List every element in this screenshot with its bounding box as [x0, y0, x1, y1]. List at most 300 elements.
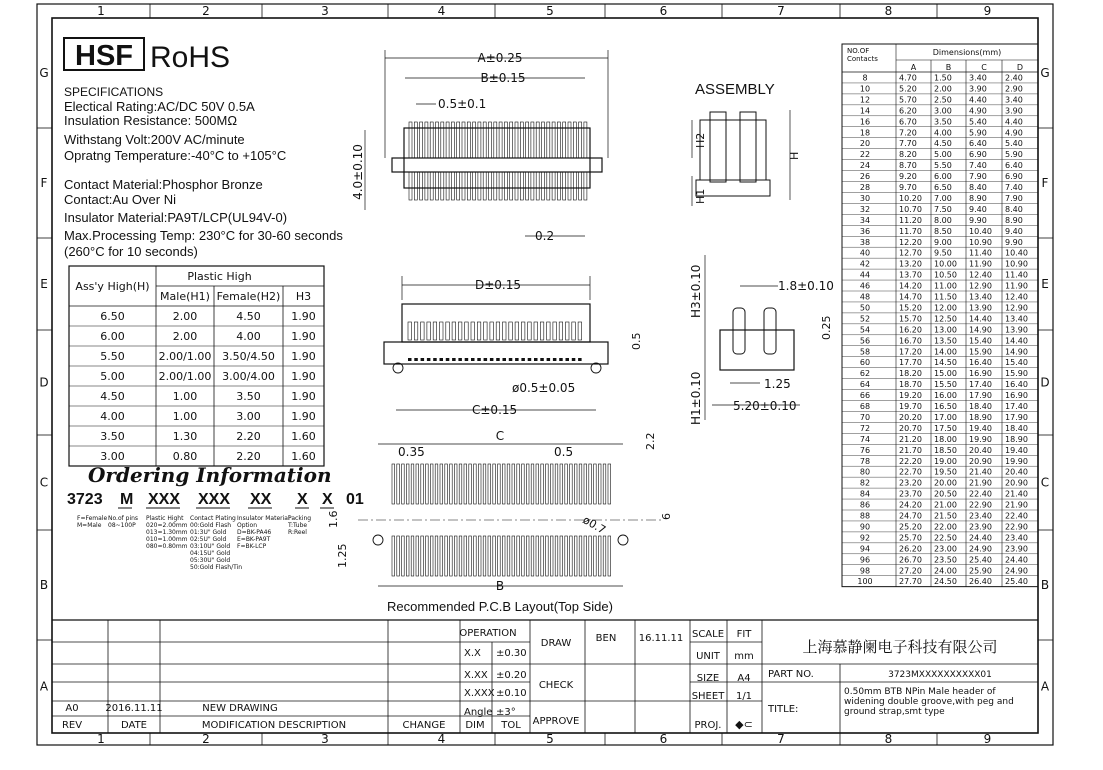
dim-cell: 96 [859, 555, 871, 565]
order-legend-text: 00:Gold Flash [190, 522, 232, 529]
title-line: widening double groove,with peg and [844, 697, 1014, 707]
dim-peg-gap: 1.8±0.10 [778, 279, 834, 293]
front-lead [540, 358, 544, 361]
dim-cell: 24.40 [969, 533, 992, 543]
dim-cell: 9.00 [934, 237, 952, 247]
dim-cell: 4.00 [934, 128, 952, 138]
dim-cell: 10.20 [899, 193, 922, 203]
order-legend-text: Contact Plating [190, 515, 236, 522]
spec-line: (260°C for 10 seconds) [64, 244, 198, 259]
dim-peg-h: 0.25 [820, 315, 833, 340]
date-header: DATE [120, 720, 148, 731]
table-cell: 4.50 [236, 310, 261, 323]
dim-cell: 17.70 [899, 358, 922, 368]
order-legend-text: Option [237, 522, 258, 529]
dim-cell: 3.90 [1005, 106, 1023, 116]
dim-cell: 15.40 [969, 336, 992, 346]
dim-cell: 80 [859, 467, 871, 477]
projection-symbol-icon: ◆⊂ [735, 718, 753, 731]
pcb-dim-6: 6 [660, 513, 673, 520]
column-number: 5 [546, 732, 554, 746]
dim-cell: 36 [859, 226, 871, 236]
order-legend-text: D=BK-PA46 [237, 529, 272, 536]
dim-cell: 8.90 [1005, 215, 1023, 225]
order-legend-text: F=Female [77, 515, 108, 522]
order-legend-text: Packing [288, 515, 312, 522]
change-header: CHANGE [402, 720, 446, 731]
dim-cell: 90 [859, 522, 871, 532]
dim-cell: 38 [859, 237, 871, 247]
dim-cell: 22.40 [969, 489, 992, 499]
tolerance-value: ±3° [496, 707, 516, 718]
dim-cell: 3.00 [934, 106, 952, 116]
rev-value: A0 [65, 703, 79, 714]
tolerance-value: ±0.30 [496, 648, 527, 659]
dim-520: 5.20±0.10 [733, 399, 797, 413]
front-lead [509, 358, 513, 361]
dim-cell: 14.20 [899, 281, 922, 291]
dim-cell: 78 [859, 456, 871, 466]
dim-cell: 10.40 [1005, 248, 1028, 258]
dim-cell: 16.90 [1005, 391, 1028, 401]
dim-cell: 22.00 [934, 522, 957, 532]
table-cell: 1.90 [291, 390, 316, 403]
dim-cell: 7.50 [934, 204, 952, 214]
dim-h3: H3±0.10 [689, 264, 703, 318]
dim-cell: 22 [859, 150, 871, 160]
dim-cell: 52 [859, 314, 871, 324]
dim-cell: 82 [859, 478, 871, 488]
front-lead [433, 358, 437, 361]
dim-cell: 10 [859, 84, 871, 94]
dim-cell: 18.20 [899, 369, 922, 379]
dim-cell: 74 [859, 434, 871, 444]
block-value: FIT [736, 629, 752, 640]
order-legend-text: 50:Gold Flash/Tin [190, 564, 243, 571]
dim-cell: 19.40 [1005, 445, 1028, 455]
column-number: 5 [546, 4, 554, 18]
table-cell: 2.00 [172, 330, 198, 343]
row-letter: E [1041, 277, 1049, 291]
dim-cell: 19.50 [934, 467, 957, 477]
dim-cell: 22.40 [1005, 511, 1028, 521]
table-cell: 1.90 [291, 350, 316, 363]
header-female-h2: Female(H2) [216, 290, 281, 303]
modification-header: MODIFICATION DESCRIPTION [201, 720, 347, 731]
column-number: 6 [659, 732, 668, 746]
front-lead [458, 358, 462, 361]
dim-cell: 13.40 [1005, 314, 1028, 324]
dim-cell: 10.90 [969, 237, 992, 247]
table-cell: 6.00 [100, 330, 125, 343]
column-number: 1 [97, 732, 105, 746]
dim-cell: 20.20 [899, 412, 922, 422]
dim-cell: 21.90 [1005, 500, 1028, 510]
order-code-part: M [120, 491, 134, 508]
dim-cell: 16.40 [1005, 380, 1028, 390]
dim-cell: 11.00 [934, 281, 957, 291]
front-lead [553, 358, 557, 361]
description-value: NEW DRAWING [202, 703, 278, 714]
dim-cell: 2.50 [934, 95, 952, 105]
dim-cell: 92 [859, 533, 871, 543]
order-code-part: XXX [148, 491, 181, 508]
dim-cell: 23.40 [1005, 533, 1028, 543]
order-legend-text: 02:5U" Gold [190, 536, 227, 543]
dim-cell: 20.40 [1005, 467, 1028, 477]
dim-cell: 10.00 [934, 259, 957, 269]
dim-cell: 64 [859, 380, 871, 390]
front-lead [578, 358, 582, 361]
pcb-dim-07: ø0.7 [580, 513, 608, 537]
dim-cell: 6.20 [899, 106, 917, 116]
table-cell: 1.90 [291, 370, 316, 383]
dim-cell: 20.50 [934, 489, 957, 499]
table-cell: 2.00 [172, 310, 198, 323]
table-cell: 1.90 [291, 330, 316, 343]
dim-cell: 26.70 [899, 555, 922, 565]
table-cell: 1.00 [172, 410, 198, 423]
dim-cell: 16.50 [934, 402, 957, 411]
dim-cell: 20.40 [969, 445, 992, 455]
dim-cell: 19.40 [969, 423, 992, 433]
dim-cell: 5.20 [899, 84, 917, 94]
dim-cell: 5.50 [934, 161, 952, 171]
dim-cell: 1.50 [934, 73, 952, 83]
dim-cell: 15.40 [1005, 358, 1028, 368]
dim-cell: 66 [859, 391, 871, 401]
column-number: 9 [983, 4, 992, 18]
dim-cell: 22.70 [899, 467, 922, 477]
tolerance-label: X.XX [464, 670, 488, 681]
order-legend-text: 020=2.00mm [146, 522, 188, 529]
dim-cell: 20.90 [1005, 478, 1028, 488]
column-number: 2 [202, 732, 210, 746]
dim-cell: 24.50 [934, 577, 957, 587]
dim-cell: 14.50 [934, 358, 957, 368]
order-legend-text: 05:30U" Gold [190, 557, 231, 564]
dim-cell: 25.90 [969, 566, 992, 576]
dim-cell: 23.00 [934, 544, 957, 554]
dim-cell: 13.70 [899, 270, 922, 280]
front-lead [446, 358, 450, 361]
table-cell: 2.00/1.00 [158, 370, 212, 383]
table-cell: 1.90 [291, 310, 316, 323]
dim-cell: 70 [859, 412, 871, 422]
dim-cell: 4.40 [969, 95, 987, 105]
dim-cell: 98 [859, 566, 871, 576]
dim-cell: 28 [859, 183, 871, 192]
order-legend-text: Insulator Material [237, 515, 290, 522]
dim-cell: 7.70 [899, 139, 917, 149]
dim-125-side: 1.25 [764, 377, 791, 391]
dim-cell: 3.40 [1005, 95, 1023, 105]
front-lead [515, 358, 519, 361]
dim-cell: 24.90 [969, 544, 992, 554]
dim-cell: 12 [859, 95, 871, 105]
tolerance-label: X.X [464, 648, 481, 659]
spec-line: Insulator Material:PA9T/LCP(UL94V-0) [64, 210, 288, 225]
tol-header: TOL [501, 720, 521, 731]
dim-cell: 7.40 [1005, 183, 1023, 192]
dim-cell: 21.50 [934, 511, 957, 521]
dim-cell: 26 [859, 172, 871, 182]
dim-cell: 9.90 [1005, 237, 1023, 247]
drawer-value: BEN [595, 633, 617, 644]
dim-cell: 44 [859, 270, 871, 280]
front-lead [572, 358, 576, 361]
dim-cell: 14.70 [899, 292, 922, 302]
dim-cell: 16.20 [899, 325, 922, 335]
header-contacts: Contacts [847, 55, 878, 63]
dim-cell: 8.40 [1005, 204, 1023, 214]
dim-cell: 12.20 [899, 237, 922, 247]
pcb-dim-c: C [495, 429, 505, 443]
label-h: H [788, 151, 801, 160]
dim-cell: 12.90 [969, 281, 992, 291]
row-letter: C [39, 475, 49, 490]
spec-line: Withstang Volt:200V AC/minute [64, 132, 245, 147]
dim-cell: 10.70 [899, 204, 922, 214]
table-cell: 3.00 [236, 410, 261, 423]
dim-cell: 21.70 [899, 445, 922, 455]
company-name: 上海慕静阑电子科技有限公司 [802, 638, 998, 656]
header-plastic-high: Plastic High [187, 270, 252, 283]
dim-cell: 8 [862, 73, 868, 83]
part-number: 3723MXXXXXXXXXX01 [888, 670, 992, 680]
order-code-part: 3723 [67, 491, 103, 508]
row-letter: D [1040, 375, 1050, 390]
front-lead [471, 358, 475, 361]
approve-label: APPROVE [532, 716, 580, 727]
front-lead [534, 358, 538, 361]
dim-cell: 14.90 [969, 325, 992, 335]
dim-cell: 16 [859, 117, 871, 127]
dim-cell: 6.50 [934, 183, 952, 192]
column-number: 4 [437, 732, 446, 746]
dim-cell: 23.90 [1005, 544, 1028, 554]
dim-cell: 15.70 [899, 314, 922, 324]
dim-cell: 19.90 [1005, 456, 1028, 466]
row-letter: F [40, 176, 48, 190]
table-cell: 5.50 [100, 350, 125, 363]
header-dim-col: D [1016, 63, 1024, 72]
block-label: UNIT [696, 651, 720, 662]
row-letter: D [39, 375, 49, 390]
label-h2: H2 [694, 132, 707, 148]
table-cell: 1.00 [172, 390, 198, 403]
order-legend-text: M=Male [77, 522, 102, 529]
order-legend-text: Plastic Hight [146, 515, 184, 522]
dim-cell: 62 [859, 369, 871, 379]
column-number: 3 [321, 4, 329, 18]
order-legend-text: 013=1.30mm [146, 529, 188, 536]
order-legend-text: 080=0.80mm [146, 543, 188, 550]
dim-cell: 23.20 [899, 478, 922, 488]
dim-cell: 15.50 [934, 380, 957, 390]
dim-cell: 10.40 [969, 226, 992, 236]
spec-line: Opratng Temperature:-40°C to +105°C [64, 148, 287, 163]
front-lead [503, 358, 507, 361]
dim-cell: 16.00 [934, 391, 957, 401]
table-cell: 1.60 [291, 450, 316, 463]
row-letter: A [39, 679, 49, 694]
date-value: 2016.11.11 [105, 703, 163, 714]
dim-cell: 94 [859, 544, 871, 554]
dim-cell: 13.90 [969, 303, 992, 313]
front-lead [414, 358, 418, 361]
dim-cell: 22.90 [969, 500, 992, 510]
dim-cell: 6.40 [969, 139, 987, 149]
brand-logo: HSF [75, 40, 133, 72]
dim-cell: 100 [857, 577, 873, 587]
row-letter: B [39, 578, 49, 592]
dim-cell: 20.00 [934, 478, 957, 488]
dim-cell: 11.90 [1005, 281, 1028, 291]
dim-cell: 12.50 [934, 314, 957, 324]
front-lead [566, 358, 570, 361]
dim-cell: 15.90 [969, 347, 992, 357]
dim-cell: 6.90 [969, 150, 987, 160]
dim-cell: 19.00 [934, 456, 957, 466]
dim-cell: 42 [859, 259, 871, 269]
ordering-title: Ordering Information [88, 463, 332, 487]
dim-cell: 34 [859, 215, 871, 225]
row-letter: E [40, 277, 48, 291]
label-h1-side: H1 [694, 188, 707, 204]
table-cell: 4.50 [100, 390, 125, 403]
dim-cell: 8.20 [899, 150, 917, 160]
table-cell: 3.00 [100, 450, 125, 463]
dim-cell: 18.00 [934, 434, 957, 444]
tolerance-label: Angle [464, 707, 493, 718]
dim-cell: 24.20 [899, 500, 922, 510]
dim-cell: 24 [859, 161, 871, 171]
dim-cell: 8.00 [934, 215, 952, 225]
dim-cell: 17.40 [969, 380, 992, 390]
dim-cell: 9.50 [934, 248, 952, 258]
row-letter: G [1040, 66, 1050, 80]
table-cell: 0.80 [172, 450, 198, 463]
column-number: 3 [321, 732, 329, 746]
column-number: 4 [437, 4, 446, 18]
front-lead [477, 358, 481, 361]
dim-cell: 11.90 [969, 259, 992, 269]
front-lead [427, 358, 431, 361]
dim-cell: 6.00 [934, 172, 952, 182]
table-cell: 1.60 [291, 430, 316, 443]
dim-cell: 50 [859, 303, 871, 313]
dim-width: 4.0±0.10 [351, 144, 365, 200]
dim-cell: 8.70 [899, 161, 917, 171]
dim-cell: 14.00 [934, 347, 957, 357]
dim-cell: 18.70 [899, 380, 922, 390]
front-lead [408, 358, 412, 361]
dim-cell: 2.40 [1005, 73, 1023, 83]
header-h3: H3 [295, 290, 312, 303]
dim-cell: 11.40 [1005, 270, 1028, 280]
dim-a: A±0.25 [477, 51, 523, 65]
dim-cell: 18.40 [969, 402, 992, 411]
dim-cell: 17.90 [1005, 412, 1028, 422]
dim-cell: 12.40 [1005, 292, 1028, 302]
dim-cell: 7.40 [969, 161, 987, 171]
dim-cell: 46 [859, 281, 871, 291]
table-cell: 4.00 [100, 410, 125, 423]
order-legend-text: T:Tube [288, 522, 308, 529]
dim-cell: 16.90 [969, 369, 992, 379]
order-legend-text: F=BK-LCP [237, 543, 267, 550]
front-lead [496, 358, 500, 361]
column-number: 6 [659, 4, 668, 18]
block-label: SHEET [691, 691, 725, 702]
dim-cell: 7.90 [969, 172, 987, 182]
dim-cell: 5.90 [1005, 150, 1023, 160]
dim-cell: 9.20 [899, 172, 917, 182]
dim-cell: 8.50 [934, 226, 952, 236]
draw-label: DRAW [540, 638, 572, 649]
dim-cell: 13.90 [1005, 325, 1028, 335]
pcb-dim-16: 1.6 [327, 510, 340, 528]
dim-cell: 18.90 [1005, 434, 1028, 444]
dim-cell: 56 [859, 336, 871, 346]
dim-cell: 4.40 [1005, 117, 1023, 127]
dim-cell: 11.50 [934, 292, 957, 302]
dim-cell: 32 [859, 204, 871, 214]
dim-cell: 17.90 [969, 391, 992, 401]
dim-cell: 19.20 [899, 391, 922, 401]
dim-cell: 20.90 [969, 456, 992, 466]
dim-d: D±0.15 [475, 278, 522, 292]
title-label: TITLE: [768, 704, 799, 715]
pcb-dim-05: 0.5 [554, 445, 574, 459]
block-label: SCALE [691, 629, 725, 640]
dim-header: DIM [465, 720, 485, 731]
proj-label: PROJ. [694, 720, 722, 731]
title-line: ground strap,smt type [844, 707, 945, 717]
assembly-label: ASSEMBLY [695, 81, 775, 98]
dim-cell: 16.40 [969, 358, 992, 368]
dim-cell: 10.90 [1005, 259, 1028, 269]
dim-cell: 88 [859, 511, 871, 521]
dim-cell: 3.90 [969, 84, 987, 94]
table-cell: 3.50 [100, 430, 125, 443]
spec-line: Electical Rating:AC/DC 50V 0.5A [64, 99, 255, 114]
dim-cell: 13.50 [934, 336, 957, 346]
dim-cell: 13.00 [934, 325, 957, 335]
order-legend-text: 010=1.00mm [146, 536, 188, 543]
dim-cell: 16.70 [899, 336, 922, 346]
dim-cell: 24.40 [1005, 555, 1028, 565]
row-letter: C [1040, 475, 1050, 490]
dim-cell: 2.00 [934, 84, 952, 94]
dim-cell: 21.90 [969, 478, 992, 488]
dim-pitch: 0.5±0.1 [438, 97, 487, 111]
front-lead [547, 358, 551, 361]
dim-cell: 86 [859, 500, 871, 510]
part-label: PART NO. [768, 669, 814, 680]
dim-cell: 21.40 [969, 467, 992, 477]
dim-cell: 54 [859, 325, 871, 335]
dim-cell: 21.20 [899, 434, 922, 444]
dim-cell: 17.50 [934, 423, 957, 433]
dim-cell: 5.40 [969, 117, 987, 127]
draw-date-value: 16.11.11 [638, 633, 684, 644]
column-number: 8 [884, 732, 893, 746]
dim-cell: 18.40 [1005, 423, 1028, 433]
dim-cell: 12.70 [899, 248, 922, 258]
row-letter: A [1040, 679, 1050, 694]
